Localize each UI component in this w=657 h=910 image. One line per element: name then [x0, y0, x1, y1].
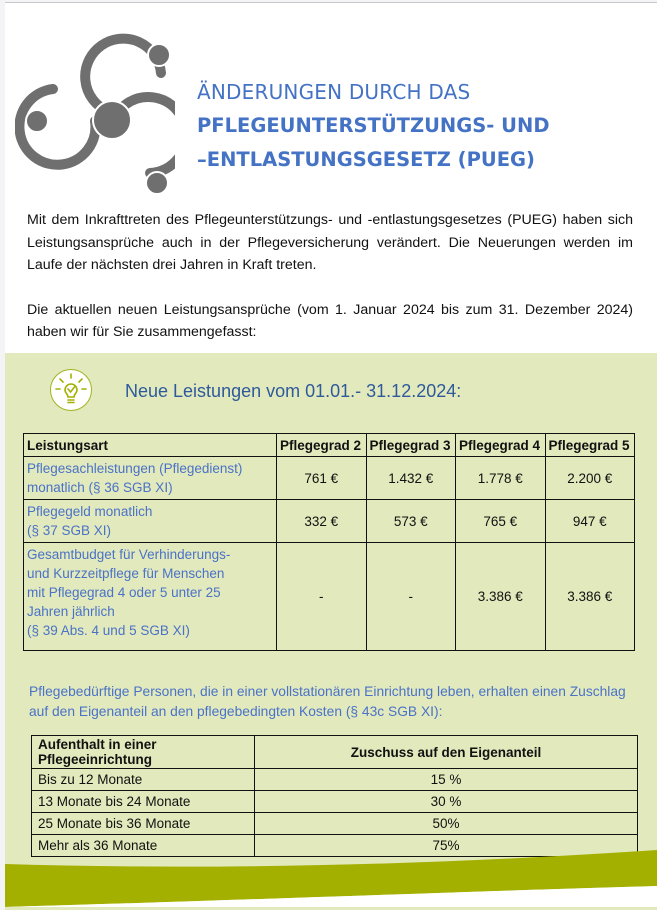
- row-label-line: (§ 37 SGB XI): [27, 523, 112, 538]
- supplement-note: Pflegebedürftige Personen, die in einer vollstationären Einrichtung leben, erhalten einen Zuschlag auf den Eigenanteil an den pflegebedingten Kosten (§ 43c SGB XI):: [29, 684, 626, 719]
- cell-value: 1.432 €: [366, 457, 456, 500]
- three-people-circle-logo-icon: [15, 23, 175, 193]
- cell-value: 3.386 €: [456, 543, 546, 651]
- cell-value: 761 €: [277, 457, 367, 500]
- column-header: Pflegegrad 2: [277, 434, 367, 457]
- column-header: Leistungsart: [24, 434, 277, 457]
- intro-paragraph-2: Die aktuellen neuen Leistungsansprüche (vom 1. Januar 2024 bis zum 31. Dezember 2024) haben wir für Sie zusammengefasst:: [27, 301, 633, 340]
- column-header: Pflegegrad 3: [366, 434, 456, 457]
- cell-value: 3.386 €: [545, 543, 635, 651]
- duration-cell: 25 Monate bis 36 Monate: [32, 813, 255, 835]
- title-line-3: –ENTLASTUNGSGESETZ (PUEG): [197, 148, 535, 171]
- column-header: Pflegegrad 5: [545, 434, 635, 457]
- table-row: [32, 769, 638, 791]
- intro-paragraph-1: Mit dem Inkrafttreten des Pflegeunterstützungs- und -entlastungsgesetzes (PUEG) haben sich Leistungsansprüche auch in der Pflegeversicherung verändert. Die Neuerungen werden im Laufe der nächsten drei Jahren in Kraft treten.: [27, 212, 633, 273]
- intro-text: [27, 209, 633, 366]
- row-label-line: Pflegesachleistungen (Pflegedienst): [27, 461, 243, 476]
- row-label-line: Jahren jährlich: [27, 604, 115, 619]
- percent-cell: 30 %: [255, 791, 638, 813]
- cell-value: 1.778 €: [456, 457, 546, 500]
- benefits-section: [5, 353, 657, 910]
- row-label-line: monatlich (§ 36 SGB XI): [27, 480, 173, 495]
- page-title: [197, 75, 550, 177]
- row-label-line: mit Pflegegrad 4 oder 5 unter 25: [27, 585, 221, 600]
- percent-cell: 15 %: [255, 769, 638, 791]
- percent-cell: 75%: [255, 835, 638, 857]
- title-line-1: ÄNDERUNGEN DURCH DAS: [197, 80, 471, 104]
- document-page: [5, 2, 657, 908]
- cell-value: 765 €: [456, 500, 546, 543]
- benefits-table: [23, 433, 635, 651]
- duration-cell: Mehr als 36 Monate: [32, 835, 255, 857]
- row-label: [24, 457, 277, 500]
- row-label-line: (§ 39 Abs. 4 und 5 SGB XI): [27, 623, 190, 638]
- table-row: [24, 543, 635, 651]
- row-label-line: Pflegegeld monatlich: [27, 504, 153, 519]
- cell-value: 573 €: [366, 500, 456, 543]
- cell-value: 947 €: [545, 500, 635, 543]
- column-header: Zuschuss auf den Eigenanteil: [255, 736, 638, 769]
- cell-value: 2.200 €: [545, 457, 635, 500]
- table-header-row: [32, 736, 638, 769]
- lightbulb-check-icon: [50, 369, 92, 411]
- row-label-line: Gesamtbudget für Verhinderungs-: [27, 547, 231, 562]
- percent-cell: 50%: [255, 813, 638, 835]
- cell-value: -: [277, 543, 367, 651]
- column-header: Aufenthalt in einer Pflegeeinrichtung: [32, 736, 255, 769]
- benefits-title: Neue Leistungen vom 01.01.- 31.12.2024:: [125, 381, 462, 401]
- table-row: [24, 500, 635, 543]
- table-header-row: [24, 434, 635, 457]
- table-row: [32, 791, 638, 813]
- row-label-line: und Kurzzeitpflege für Menschen: [27, 566, 225, 581]
- cell-value: -: [366, 543, 456, 651]
- cell-value: 332 €: [277, 500, 367, 543]
- row-label: [24, 543, 277, 651]
- duration-cell: Bis zu 12 Monate: [32, 769, 255, 791]
- duration-cell: 13 Monate bis 24 Monate: [32, 791, 255, 813]
- table-row: [24, 457, 635, 500]
- column-header: Pflegegrad 4: [456, 434, 546, 457]
- row-label: [24, 500, 277, 543]
- title-line-2: PFLEGEUNTERSTÜTZUNGS- UND: [197, 114, 550, 137]
- decorative-wave: [0, 830, 657, 907]
